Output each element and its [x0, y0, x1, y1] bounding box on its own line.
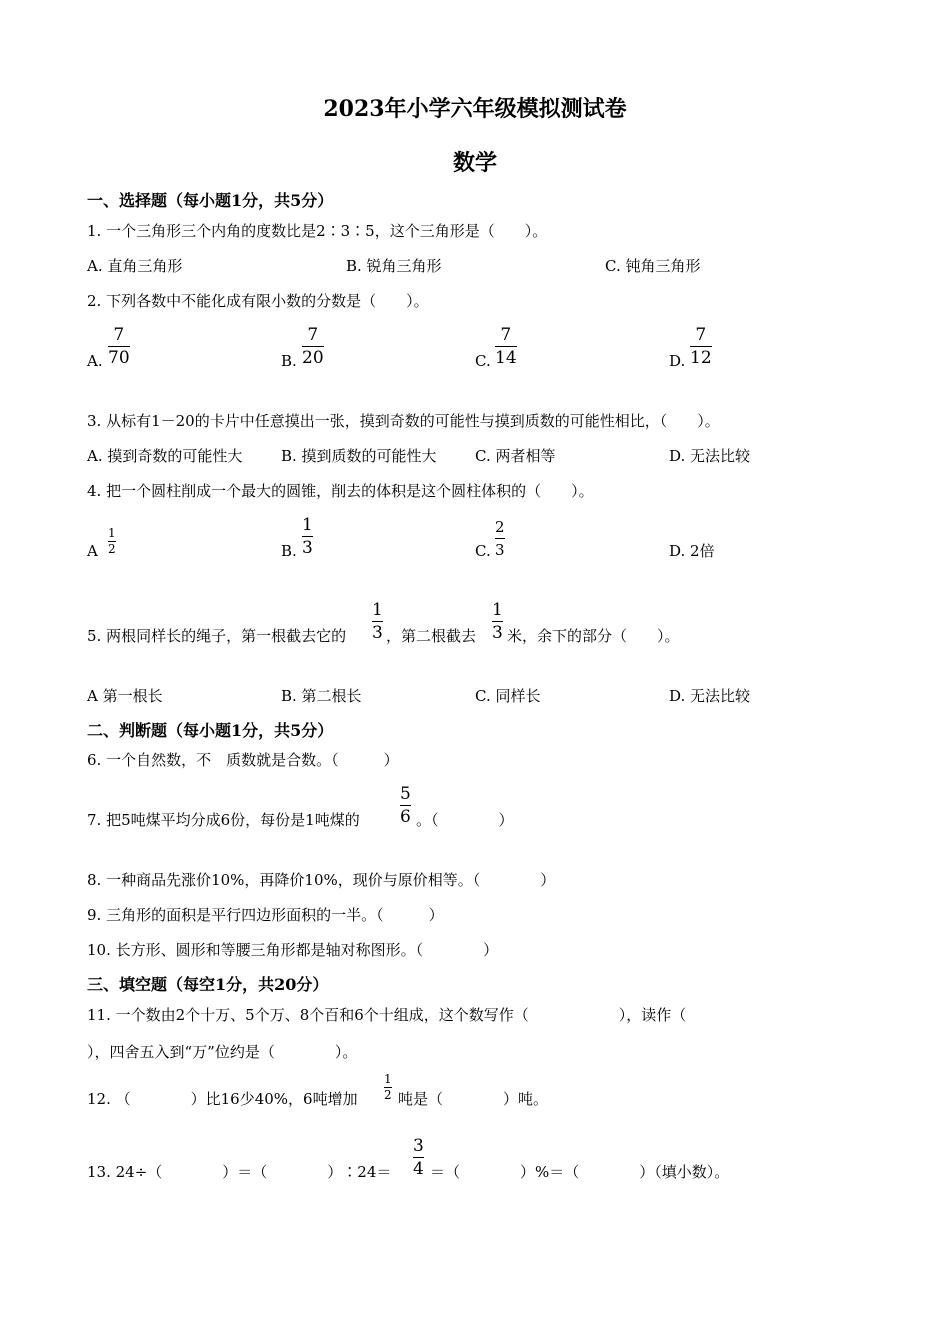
q3-option-a: A. 摸到奇数的可能性大: [87, 447, 243, 465]
question-6: 6. 一个自然数，不 质数就是合数。（ ）: [87, 751, 399, 769]
q4-option-a-label: A: [87, 542, 98, 560]
fraction-bar: [690, 346, 712, 347]
q2-option-c-label: C.: [475, 352, 491, 370]
question-10: 10. 长方形、圆形和等腰三角形都是轴对称图形。（ ）: [87, 941, 499, 959]
question-5-part1: 5. 两根同样长的绳子，第一根截去它的: [87, 627, 347, 645]
fraction-bar: [413, 1157, 424, 1158]
q5-fraction-2: [492, 600, 503, 643]
section-choice-heading: 一、选择题（每小题1分，共5分）: [87, 191, 334, 210]
fraction-denominator: 2: [384, 1088, 392, 1102]
fraction-numerator: 2: [495, 518, 505, 536]
fraction-denominator: 20: [302, 348, 324, 368]
question-12-part2: 吨是（ ）吨。: [398, 1090, 549, 1108]
fraction-numerator: 1: [384, 1072, 392, 1086]
q2-option-d-label: D.: [669, 352, 686, 370]
fraction-numerator: 5: [400, 784, 411, 804]
q2-option-a-label: A.: [87, 352, 103, 370]
q2-option-a-fraction: [108, 325, 130, 368]
q2-option-b-label: B.: [281, 352, 297, 370]
question-1: 1. 一个三角形三个内角的度数比是2∶3∶5，这个三角形是（ ）。: [87, 222, 548, 240]
question-11-line1: 11. 一个数由2个十万、5个万、8个百和6个十组成，这个数写作（ ），读作（: [87, 1006, 687, 1024]
question-13-part1: 13. 24÷（ ）＝（ ）∶24＝: [87, 1163, 392, 1181]
fraction-denominator: 3: [372, 623, 383, 643]
fraction-numerator: 7: [307, 325, 319, 345]
q5-option-b: B. 第二根长: [281, 687, 362, 705]
subject-title: 数学: [452, 150, 497, 176]
question-11-line2: ），四舍五入到“万”位约是（ ）。: [87, 1043, 358, 1061]
q4-option-b-fraction: [302, 515, 313, 558]
q2-option-c-fraction: [495, 325, 517, 368]
fraction-numerator: 7: [500, 325, 512, 345]
fraction-numerator: 1: [108, 526, 116, 540]
fraction-bar: [302, 346, 324, 347]
question-13-part2: ＝（ ）%＝（ ）（填小数）。: [430, 1163, 730, 1181]
fraction-denominator: 3: [495, 541, 505, 559]
fraction-denominator: 70: [108, 348, 130, 368]
question-5-part3: 米，余下的部分（ ）。: [507, 627, 680, 645]
q1-option-b: B. 锐角三角形: [346, 257, 442, 275]
q4-option-c-fraction: [495, 517, 505, 560]
q4-option-c-label: C.: [475, 542, 491, 560]
fraction-denominator: 3: [302, 538, 313, 558]
fraction-numerator: 7: [695, 325, 707, 345]
fraction-numerator: 3: [413, 1136, 424, 1156]
q5-option-c: C. 同样长: [475, 687, 541, 705]
fraction-bar: [495, 538, 505, 539]
exam-title: 2023年小学六年级模拟测试卷: [323, 96, 627, 122]
q12-fraction: [384, 1073, 392, 1102]
q3-option-d: D. 无法比较: [669, 447, 751, 465]
section-fill-heading: 三、填空题（每空1分，共20分）: [87, 975, 329, 994]
fraction-denominator: 3: [492, 623, 503, 643]
q1-option-a: A. 直角三角形: [87, 257, 183, 275]
fraction-denominator: 4: [413, 1159, 424, 1179]
q5-option-d: D. 无法比较: [669, 687, 751, 705]
fraction-numerator: 1: [302, 515, 313, 535]
question-4: 4. 把一个圆柱削成一个最大的圆锥，削去的体积是这个圆柱体积的（ ）。: [87, 482, 594, 500]
q4-option-b-label: B.: [281, 542, 297, 560]
fraction-bar: [302, 536, 313, 537]
q2-option-b-fraction: [302, 325, 324, 368]
q4-option-a-fraction: [108, 527, 116, 556]
question-7-part2: 。（ ）: [416, 811, 514, 829]
fraction-bar: [492, 621, 503, 622]
fraction-denominator: 6: [400, 807, 411, 827]
q13-fraction: [413, 1136, 424, 1179]
fraction-numerator: 1: [372, 600, 383, 620]
question-12-part1: 12. （ ）比16少40%，6吨增加: [87, 1090, 358, 1108]
fraction-denominator: 14: [495, 348, 517, 368]
fraction-bar: [108, 346, 130, 347]
q4-option-d: D. 2倍: [669, 542, 715, 560]
fraction-numerator: 7: [113, 325, 125, 345]
q3-option-b: B. 摸到质数的可能性大: [281, 447, 437, 465]
fraction-denominator: 2: [108, 542, 116, 556]
fraction-bar: [372, 621, 383, 622]
question-2: 2. 下列各数中不能化成有限小数的分数是（ ）。: [87, 292, 429, 310]
q7-fraction: [400, 784, 411, 827]
q1-option-c: C. 钝角三角形: [605, 257, 701, 275]
q3-option-c: C. 两者相等: [475, 447, 556, 465]
section-judge-heading: 二、判断题（每小题1分，共5分）: [87, 721, 334, 740]
q5-option-a: A 第一根长: [87, 687, 163, 705]
fraction-denominator: 12: [690, 348, 712, 368]
q5-fraction-1: [372, 600, 383, 643]
question-3: 3. 从标有1－20的卡片中任意摸出一张，摸到奇数的可能性与摸到质数的可能性相比，（ ）。: [87, 412, 720, 430]
question-7-part1: 7. 把5吨煤平均分成6份，每份是1吨煤的: [87, 811, 360, 829]
fraction-numerator: 1: [492, 600, 503, 620]
question-8: 8. 一种商品先涨价10%，再降价10%，现价与原价相等。（ ）: [87, 871, 556, 889]
question-5-part2: ，第二根截去: [386, 627, 477, 645]
fraction-bar: [495, 346, 517, 347]
question-9: 9. 三角形的面积是平行四边形面积的一半。（ ）: [87, 906, 444, 924]
q2-option-d-fraction: [690, 325, 712, 368]
fraction-bar: [400, 805, 411, 806]
